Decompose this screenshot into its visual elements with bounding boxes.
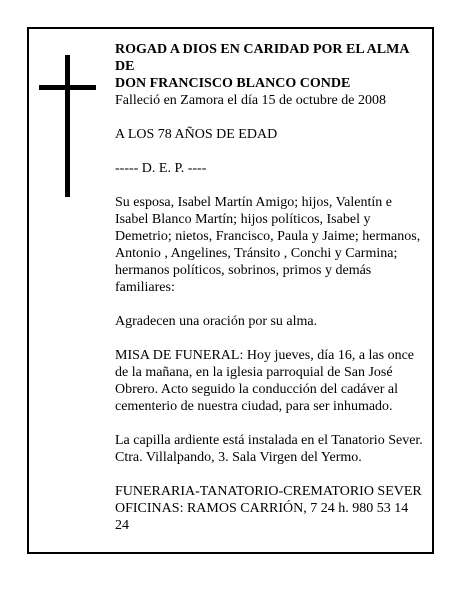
family-paragraph: Su esposa, Isabel Martín Amigo; hijos, Valentín e Isabel Blanco Martín; hijos políticos, Isabel y Demetrio; nietos, Francisco, Paula y Jaime; hermanos, Antonio , Angelines, Tránsito , Conchi y Carmina; hermanos políticos, sobrinos, primos y demás familiares: [115, 195, 421, 295]
cross-horizontal-bar [39, 85, 96, 90]
obituary-text [115, 41, 425, 534]
thanks-line: Agradecen una oración por su alma. [115, 314, 318, 329]
cross-vertical-bar [65, 55, 70, 197]
funeral-home-name: FUNERARIA-TANATORIO-CREMATORIO SEVER [115, 484, 422, 499]
age-line: A LOS 78 AÑOS DE EDAD [115, 127, 278, 142]
funeral-paragraph: MISA DE FUNERAL: Hoy jueves, día 16, a las once de la mañana, en la iglesia parroquial de San José Obrero. Acto seguido la conducción del cadáver al cementerio de nuestra ciudad, para ser inhumado. [115, 348, 415, 414]
header-line-2: DE [115, 59, 135, 74]
funeral-home-offices: OFICINAS: RAMOS CARRIÓN, 7 24 h. 980 53 14 24 [115, 501, 409, 533]
chapel-paragraph: La capilla ardiente está instalada en el Tanatorio Sever. Ctra. Villalpando, 3. Sala Virgen del Yermo. [115, 433, 423, 465]
dep-line: ----- D. E. P. ---- [115, 161, 207, 176]
deceased-name: DON FRANCISCO BLANCO CONDE [115, 76, 351, 91]
death-info: Falleció en Zamora el día 15 de octubre de 2008 [115, 93, 386, 108]
header-line-1: ROGAD A DIOS EN CARIDAD POR EL ALMA [115, 42, 410, 57]
